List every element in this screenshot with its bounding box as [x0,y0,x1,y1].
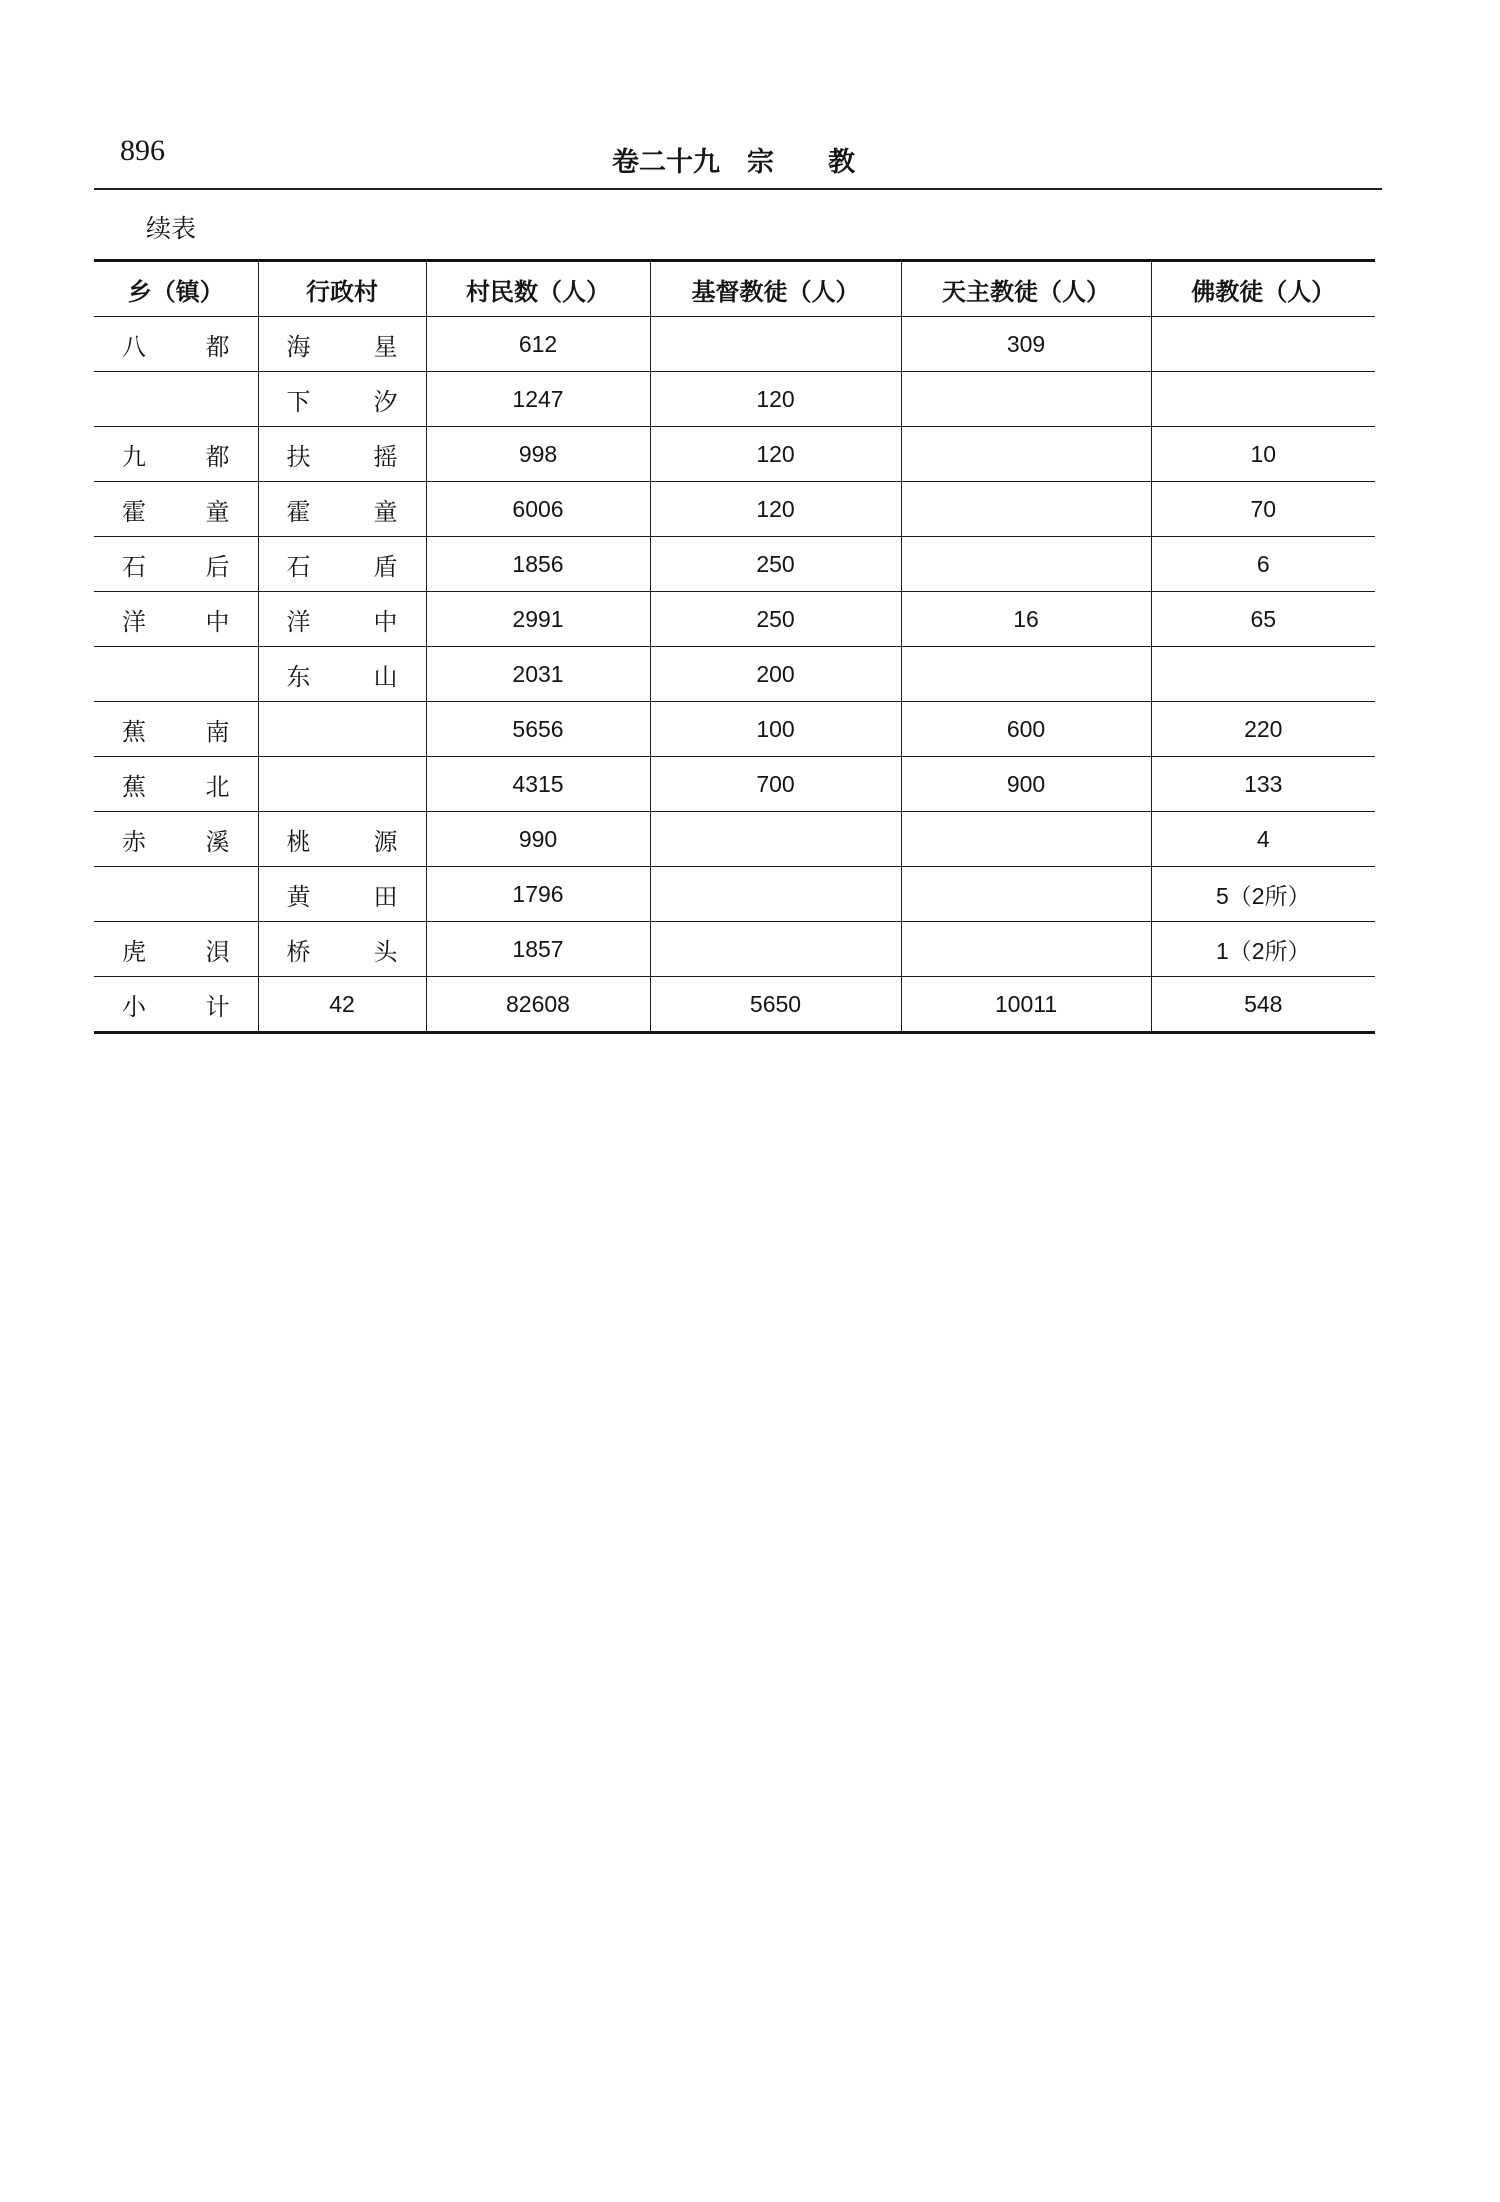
place-name [94,822,258,857]
buddhist-cell: 6 [1151,537,1375,592]
catholic-cell [901,812,1151,867]
place-name [259,492,426,527]
table-row [94,757,1375,812]
table-row [94,592,1375,647]
township-cell [94,372,258,427]
column-header: 基督教徒（人） [650,261,901,317]
catholic-cell [901,922,1151,977]
place-name-character: 童 [205,497,230,526]
village-cell [258,427,426,482]
township-cell [94,922,258,977]
place-name [259,382,426,417]
catholic-cell [901,427,1151,482]
place-name-character: 石 [286,552,311,581]
place-name [259,657,426,692]
place-name-character: 桃 [286,827,311,856]
buddhist-cell: 548 [1151,977,1375,1033]
place-name-character: 溪 [205,827,230,856]
place-name-character: 田 [373,882,398,911]
place-name-character: 星 [373,332,398,361]
place-name [94,602,258,637]
table-row [94,812,1375,867]
table-caption: 续表 [146,214,197,243]
place-name-character: 东 [286,662,311,691]
village-cell [258,702,426,757]
place-name [259,437,426,472]
villagers-cell: 998 [426,427,650,482]
catholic-cell: 16 [901,592,1151,647]
township-cell [94,592,258,647]
village-cell [258,647,426,702]
buddhist-cell [1151,372,1375,427]
buddhist-cell: 4 [1151,812,1375,867]
place-name-character: 计 [205,992,230,1021]
villagers-cell: 82608 [426,977,650,1033]
place-name-character: 浿 [205,937,230,966]
place-name [259,547,426,582]
place-name [94,987,258,1022]
buddhist-cell: 65 [1151,592,1375,647]
place-name [94,547,258,582]
place-name [259,327,426,362]
protestant-cell: 250 [650,537,901,592]
buddhist-cell: 70 [1151,482,1375,537]
place-name-character: 海 [286,332,311,361]
place-name-character: 九 [122,442,146,471]
village-cell [258,757,426,812]
protestant-cell: 120 [650,372,901,427]
protestant-cell: 200 [650,647,901,702]
table-row [94,702,1375,757]
protestant-cell: 120 [650,427,901,482]
place-name-character: 洋 [122,607,146,636]
catholic-cell [901,647,1151,702]
place-name-character: 北 [205,772,230,801]
place-name-character: 童 [373,497,398,526]
villagers-cell: 5656 [426,702,650,757]
buddhist-cell: 220 [1151,702,1375,757]
place-name-character: 下 [286,387,311,416]
place-name-character: 八 [122,332,146,361]
village-cell [258,372,426,427]
villagers-cell: 1796 [426,867,650,922]
column-header: 乡（镇） [94,261,258,317]
place-name-character: 中 [205,607,230,636]
place-name-character: 头 [373,937,398,966]
villagers-cell: 4315 [426,757,650,812]
place-name-character: 石 [122,552,146,581]
township-cell [94,702,258,757]
table-row [94,977,1375,1033]
column-header: 村民数（人） [426,261,650,317]
catholic-cell: 309 [901,317,1151,372]
catholic-cell [901,482,1151,537]
place-name-character: 南 [205,717,230,746]
village-cell [258,812,426,867]
protestant-cell [650,867,901,922]
place-name-character: 虎 [122,937,146,966]
page-number: 896 [120,134,165,167]
villagers-cell: 1857 [426,922,650,977]
table-row [94,482,1375,537]
place-name-character: 扶 [286,442,311,471]
villagers-cell: 990 [426,812,650,867]
township-cell [94,482,258,537]
place-name [94,712,258,747]
protestant-cell: 700 [650,757,901,812]
header-rule [94,188,1382,190]
township-cell [94,317,258,372]
village-cell [258,482,426,537]
column-header: 天主教徒（人） [901,261,1151,317]
table-row [94,647,1375,702]
place-name [259,932,426,967]
villagers-cell: 2991 [426,592,650,647]
buddhist-cell: 133 [1151,757,1375,812]
place-name-character: 霍 [122,497,146,526]
protestant-cell: 250 [650,592,901,647]
village-cell: 42 [258,977,426,1033]
place-name-character: 都 [205,332,230,361]
township-cell [94,757,258,812]
table-row [94,427,1375,482]
township-cell [94,537,258,592]
township-cell [94,647,258,702]
place-name [94,492,258,527]
table-row [94,922,1375,977]
villagers-cell: 1247 [426,372,650,427]
place-name-character: 摇 [373,442,398,471]
religion-statistics-table [94,259,1375,1034]
village-cell [258,867,426,922]
buddhist-cell [1151,317,1375,372]
township-cell [94,427,258,482]
buddhist-cell [1151,647,1375,702]
protestant-cell [650,922,901,977]
column-header: 佛教徒（人） [1151,261,1375,317]
place-name-character: 源 [373,827,398,856]
place-name-character: 盾 [373,552,398,581]
protestant-cell: 5650 [650,977,901,1033]
protestant-cell: 120 [650,482,901,537]
place-name [259,877,426,912]
villagers-cell: 2031 [426,647,650,702]
protestant-cell: 100 [650,702,901,757]
place-name-character: 赤 [122,827,146,856]
place-name-character: 洋 [286,607,311,636]
village-cell [258,537,426,592]
place-name-character: 霍 [286,497,311,526]
catholic-cell [901,537,1151,592]
catholic-cell: 10011 [901,977,1151,1033]
place-name-character: 汐 [373,387,398,416]
table-row [94,537,1375,592]
catholic-cell [901,867,1151,922]
buddhist-cell: 1（2所） [1151,922,1375,977]
protestant-cell [650,317,901,372]
protestant-cell [650,812,901,867]
table-row [94,372,1375,427]
table-row [94,867,1375,922]
table-row [94,317,1375,372]
township-cell [94,867,258,922]
place-name [259,602,426,637]
place-name-character: 小 [122,992,146,1021]
township-cell [94,812,258,867]
running-head: 卷二十九 宗 教 [612,147,855,178]
place-name [94,437,258,472]
place-name [259,822,426,857]
township-cell [94,977,258,1033]
place-name-character: 蕉 [122,772,146,801]
place-name-character: 都 [205,442,230,471]
villagers-cell: 1856 [426,537,650,592]
place-name [94,327,258,362]
catholic-cell: 900 [901,757,1151,812]
village-cell [258,317,426,372]
buddhist-cell: 5（2所） [1151,867,1375,922]
place-name-character: 山 [373,662,398,691]
place-name-character: 黄 [286,882,311,911]
village-cell [258,592,426,647]
place-name-character: 后 [205,552,230,581]
place-name-character: 桥 [286,937,311,966]
column-header: 行政村 [258,261,426,317]
place-name-character: 蕉 [122,717,146,746]
buddhist-cell: 10 [1151,427,1375,482]
table-body [94,317,1375,1033]
catholic-cell [901,372,1151,427]
catholic-cell: 600 [901,702,1151,757]
village-cell [258,922,426,977]
place-name [94,767,258,802]
place-name-character: 中 [373,607,398,636]
villagers-cell: 6006 [426,482,650,537]
place-name [94,932,258,967]
villagers-cell: 612 [426,317,650,372]
table-head [94,261,1375,317]
table-header-row [94,261,1375,317]
